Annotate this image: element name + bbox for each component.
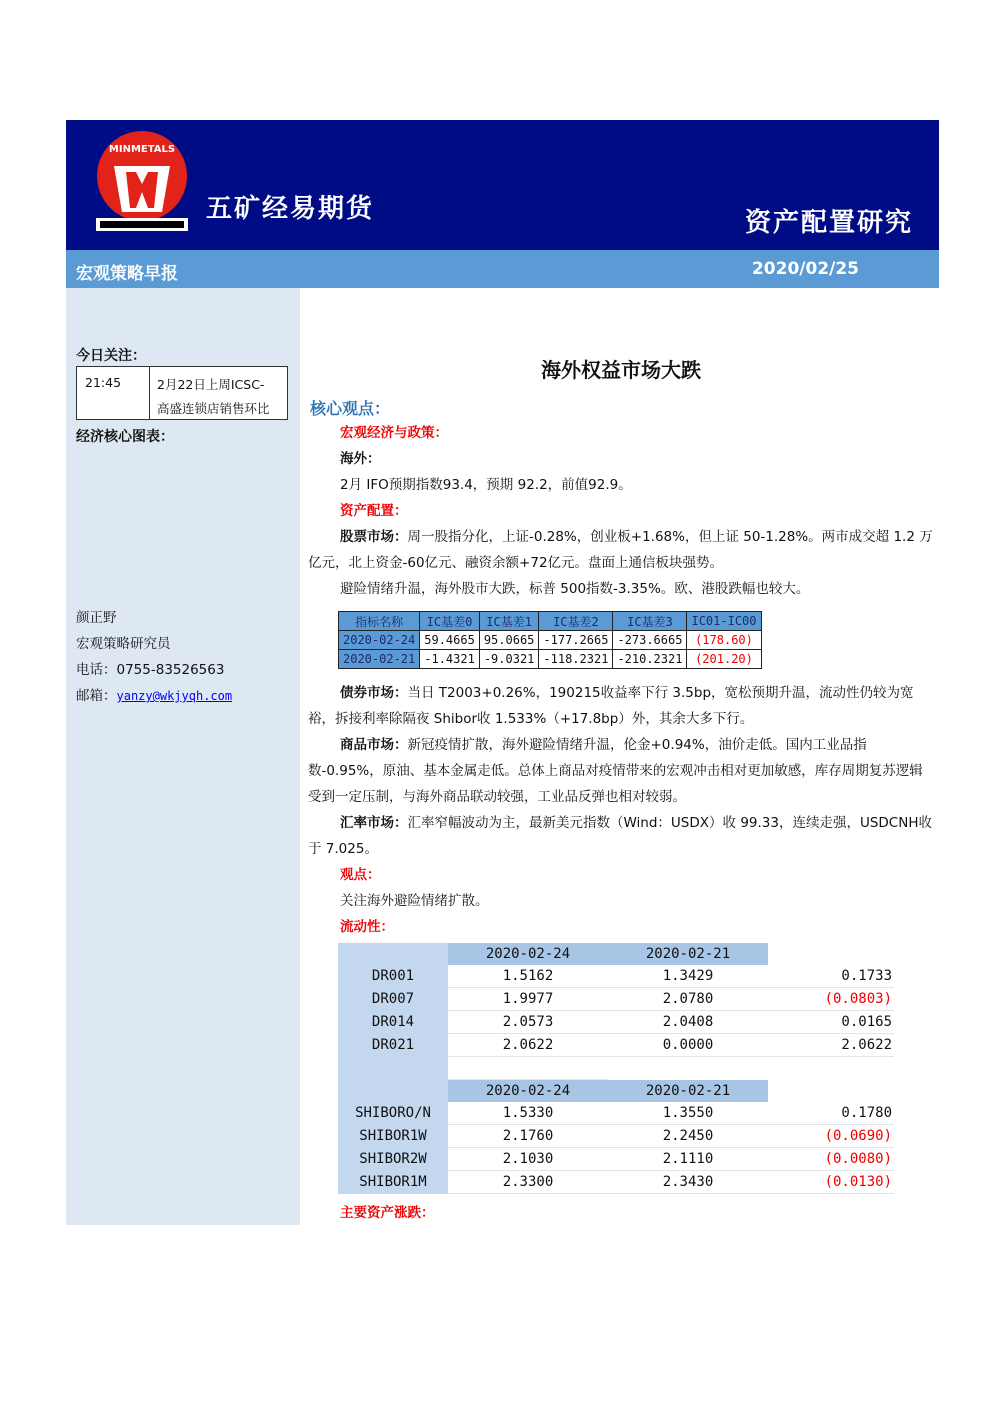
chart-label: 经济核心图表：	[76, 429, 174, 445]
table-cell: 2.3300	[448, 1171, 608, 1194]
today-event-box	[76, 366, 288, 420]
table-header-row	[338, 943, 894, 965]
table-row	[339, 650, 762, 669]
table-row	[338, 1034, 894, 1057]
row-label: SHIBOR2W	[338, 1148, 448, 1171]
main-assets-label: 主要资产涨跌：	[340, 1205, 435, 1221]
row-label: SHIBORO/N	[338, 1102, 448, 1125]
column-header: IC基差0	[420, 612, 480, 631]
event-time: 21:45	[85, 375, 122, 390]
table-cell: 2.1760	[448, 1125, 608, 1148]
table-cell: 2.0780	[608, 988, 768, 1011]
table-cell: 2.0622	[448, 1034, 608, 1057]
fx-label: 汇率市场：	[340, 815, 408, 831]
author-name: 颜正野	[76, 610, 117, 626]
table-row	[338, 965, 894, 988]
header-blank	[768, 943, 894, 965]
table-cell: 2.2450	[608, 1125, 768, 1148]
table-row	[338, 1171, 894, 1194]
table-row	[339, 631, 762, 650]
email-link[interactable]: yanzy@wkjyqh.com	[116, 689, 233, 703]
stock-label: 股票市场：	[340, 529, 408, 545]
table-cell	[608, 1057, 768, 1080]
table-cell	[448, 1057, 608, 1080]
header-blank	[768, 1080, 894, 1102]
fx-paragraph	[308, 810, 934, 862]
page-title: 海外权益市场大跌	[541, 358, 701, 382]
report-type: 宏观策略早报	[76, 264, 178, 284]
table-cell: 1.3550	[608, 1102, 768, 1125]
row-label: DR001	[338, 965, 448, 988]
report-date: 2020/02/25	[751, 259, 859, 279]
column-header: 2020-02-21	[608, 943, 768, 965]
table-cell: 2.0573	[448, 1011, 608, 1034]
table-cell: 2.0408	[608, 1011, 768, 1034]
row-label: SHIBOR1W	[338, 1125, 448, 1148]
table-row	[338, 1148, 894, 1171]
table-cell: -273.6665	[613, 631, 687, 650]
dr-repo-table	[338, 943, 894, 1080]
table-cell: -9.0321	[479, 650, 539, 669]
column-header: 2020-02-21	[608, 1080, 768, 1102]
table-row	[338, 1125, 894, 1148]
table-cell: 2.1110	[608, 1148, 768, 1171]
header-blank	[338, 1080, 448, 1102]
event-line-1: 2月22日上周ICSC-	[157, 377, 265, 392]
table-row	[338, 1102, 894, 1125]
change-cell: (0.0803)	[768, 988, 894, 1011]
row-label: DR021	[338, 1034, 448, 1057]
stock-text-2: 避险情绪升温，海外股市大跌，标普 500指数-3.35%。欧、港股跌幅也较大。	[340, 581, 810, 597]
email-label: 邮箱：	[76, 688, 117, 704]
bond-text: 当日 T2003+0.26%，190215收益率下行 3.5bp，宽松预期升温，流动性仍较为宽裕，拆接利率除隔夜 Shibor收 1.533%（+17.8bp）外，其余大多下行。	[308, 685, 914, 727]
report-header	[66, 120, 939, 250]
table-cell: (178.60)	[687, 631, 761, 650]
overseas-text: 2月 IFO预期指数93.4，预期 92.2，前值92.9。	[340, 477, 632, 493]
table-row	[338, 1057, 894, 1080]
header-blank	[338, 943, 448, 965]
table-cell: 59.4665	[420, 631, 480, 650]
sidebar	[66, 288, 300, 1225]
row-label: DR007	[338, 988, 448, 1011]
bond-label: 债券市场：	[340, 685, 408, 701]
table-row	[338, 988, 894, 1011]
column-header: 2020-02-24	[448, 1080, 608, 1102]
author-title: 宏观策略研究员	[76, 636, 171, 652]
row-label: SHIBOR1M	[338, 1171, 448, 1194]
report-bar	[66, 250, 939, 288]
event-line-2: 高盛连锁店销售环比	[157, 401, 270, 416]
svg-text:MINMETALS: MINMETALS	[108, 144, 176, 155]
stock-paragraph	[308, 524, 934, 576]
table-cell: 2.3430	[608, 1171, 768, 1194]
change-cell: 0.1733	[768, 965, 894, 988]
change-cell: (0.0080)	[768, 1148, 894, 1171]
column-header: 指标名称	[339, 612, 420, 631]
change-cell: 2.0622	[768, 1034, 894, 1057]
fx-text: 汇率窄幅波动为主，最新美元指数（Wind：USDX）收 99.33，连续走强，USDCNH收于 7.025。	[308, 815, 932, 857]
shibor-table	[338, 1080, 894, 1194]
liquidity-label: 流动性：	[340, 919, 394, 935]
change-cell: 0.1780	[768, 1102, 894, 1125]
section-title: 资产配置研究	[744, 208, 913, 238]
table-cell: 1.5162	[448, 965, 608, 988]
column-header: IC01-IC00	[687, 612, 761, 631]
bond-paragraph	[308, 680, 934, 732]
asset-label: 资产配置：	[340, 503, 408, 519]
row-date: 2020-02-24	[339, 631, 420, 650]
table-cell: -210.2321	[613, 650, 687, 669]
ic-basis-table	[338, 611, 762, 669]
divider	[149, 367, 150, 419]
table-cell: 1.3429	[608, 965, 768, 988]
table-cell: -1.4321	[420, 650, 480, 669]
author-email-row	[76, 684, 232, 704]
macro-label: 宏观经济与政策：	[340, 425, 448, 441]
row-date: 2020-02-21	[339, 650, 420, 669]
table-cell: 1.5330	[448, 1102, 608, 1125]
table-header-row	[338, 1080, 894, 1102]
overseas-label: 海外：	[340, 451, 381, 467]
company-name: 五矿经易期货	[206, 194, 375, 224]
commodity-text: 新冠疫情扩散，海外避险情绪升温，伦金+0.94%，油价走低。国内工业品指数-0.95%，原油、基本金属走低。总体上商品对疫情带来的宏观冲击相对更加敏感，库存周期复苏逻辑受到一定压制，与海外商品联动较强，工业品反弹也相对较弱。	[308, 737, 923, 805]
table-cell: 1.9977	[448, 988, 608, 1011]
stock-text: 周一股指分化，上证-0.28%，创业板+1.68%，但上证 50-1.28%。两市成交超 1.2 万亿元，北上资金-60亿元、融资余额+72亿元。盘面上通信板块强势。	[308, 529, 933, 571]
row-label: DR014	[338, 1011, 448, 1034]
commodity-label: 商品市场：	[340, 737, 408, 753]
change-cell: (0.0130)	[768, 1171, 894, 1194]
column-header: IC基差2	[539, 612, 613, 631]
table-cell: 2.1030	[448, 1148, 608, 1171]
row-label-blank	[338, 1057, 448, 1080]
table-cell: -118.2321	[539, 650, 613, 669]
view-text: 关注海外避险情绪扩散。	[340, 893, 489, 909]
company-logo	[92, 130, 192, 232]
commodity-paragraph	[308, 732, 934, 810]
table-cell	[768, 1057, 894, 1080]
column-header: IC基差3	[613, 612, 687, 631]
today-label: 今日关注：	[76, 348, 146, 364]
view-label: 观点：	[340, 867, 381, 883]
core-label: 核心观点：	[310, 399, 391, 418]
table-cell: 95.0665	[479, 631, 539, 650]
column-header: 2020-02-24	[448, 943, 608, 965]
table-cell: -177.2665	[539, 631, 613, 650]
change-cell: 0.0165	[768, 1011, 894, 1034]
author-phone: 电话：0755-83526563	[76, 662, 225, 678]
table-cell: 0.0000	[608, 1034, 768, 1057]
change-cell: (0.0690)	[768, 1125, 894, 1148]
table-header-row	[339, 612, 762, 631]
table-cell: (201.20)	[687, 650, 761, 669]
column-header: IC基差1	[479, 612, 539, 631]
table-row	[338, 1011, 894, 1034]
